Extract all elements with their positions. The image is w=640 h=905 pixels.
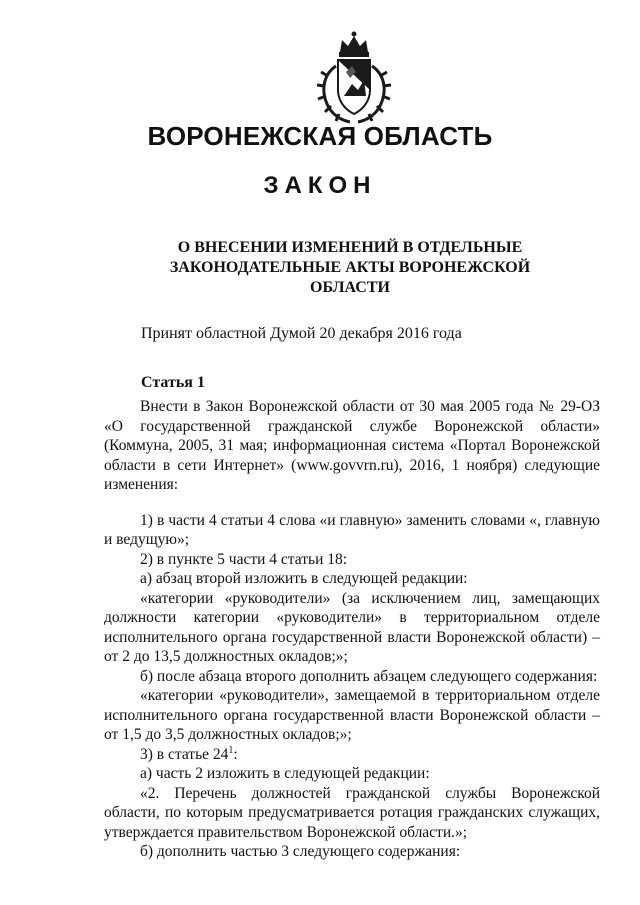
adoption-line: Принят областной Думой 20 декабря 2016 года (141, 325, 462, 342)
law-title: О ВНЕСЕНИИ ИЗМЕНЕНИЙ В ОТДЕЛЬНЫЕ ЗАКОНОДАТЕЛЬНЫЕ АКТЫ ВОРОНЕЖСКОЙ ОБЛАСТИ (169, 239, 531, 296)
list-item: б) дополнить частью 3 следующего содержания: (140, 843, 461, 860)
superscript: 1 (228, 744, 234, 756)
list-item (104, 745, 600, 765)
list-item: «2. Перечень должностей гражданской службы Воронежской области, по которым предусматривается ротация гражданских служащих, утверждается правительством Воронежской области.»; (104, 784, 600, 841)
article-intro: Внести в Закон Воронежской области от 30 мая 2005 года № 29-ОЗ «О государственной гражданской службе Воронежской области» (Коммуна, 2005, 31 мая; информационная система «Портал Воронежской области в сети Интернет» (www.govvrn.ru), 2016, 1 ноября) следующие изменения: (104, 398, 600, 493)
list-item: «категории «руководители» (за исключением лиц, замещающих должности категории «руководители» в территориальном отделе исполнительного органа государственной власти Воронежской области) – от 2 до 13,5 должностных окладов;»; (104, 589, 600, 665)
paragraph-gap (104, 495, 600, 511)
document-type: ЗАКОН (263, 172, 377, 199)
list-item: «категории «руководители», замещаемой в территориальном отделе исполнительного органа государственной власти Воронежской области – от 1,5 до 3,5 должностных окладов;»; (104, 687, 600, 743)
voronezh-coat-of-arms-icon (306, 26, 402, 126)
item-text: 3) в статье 24 (140, 745, 229, 763)
article-body (104, 397, 600, 862)
list-item: а) часть 2 изложить в следующей редакции: (140, 765, 430, 782)
item-tail: : (233, 745, 238, 763)
article-heading: Статья 1 (141, 374, 205, 391)
region-title: ВОРОНЕЖСКАЯ ОБЛАСТЬ (147, 121, 493, 151)
list-item: 1) в части 4 статьи 4 слова «и главную» заменить словами «, главную и ведущую»; (104, 511, 600, 548)
list-item: 2) в пункте 5 части 4 статьи 18: (140, 550, 348, 568)
list-item: б) после абзаца второго дополнить абзацем следующего содержания: (140, 667, 598, 685)
list-item: а) абзац второй изложить в следующей редакции: (140, 570, 468, 587)
